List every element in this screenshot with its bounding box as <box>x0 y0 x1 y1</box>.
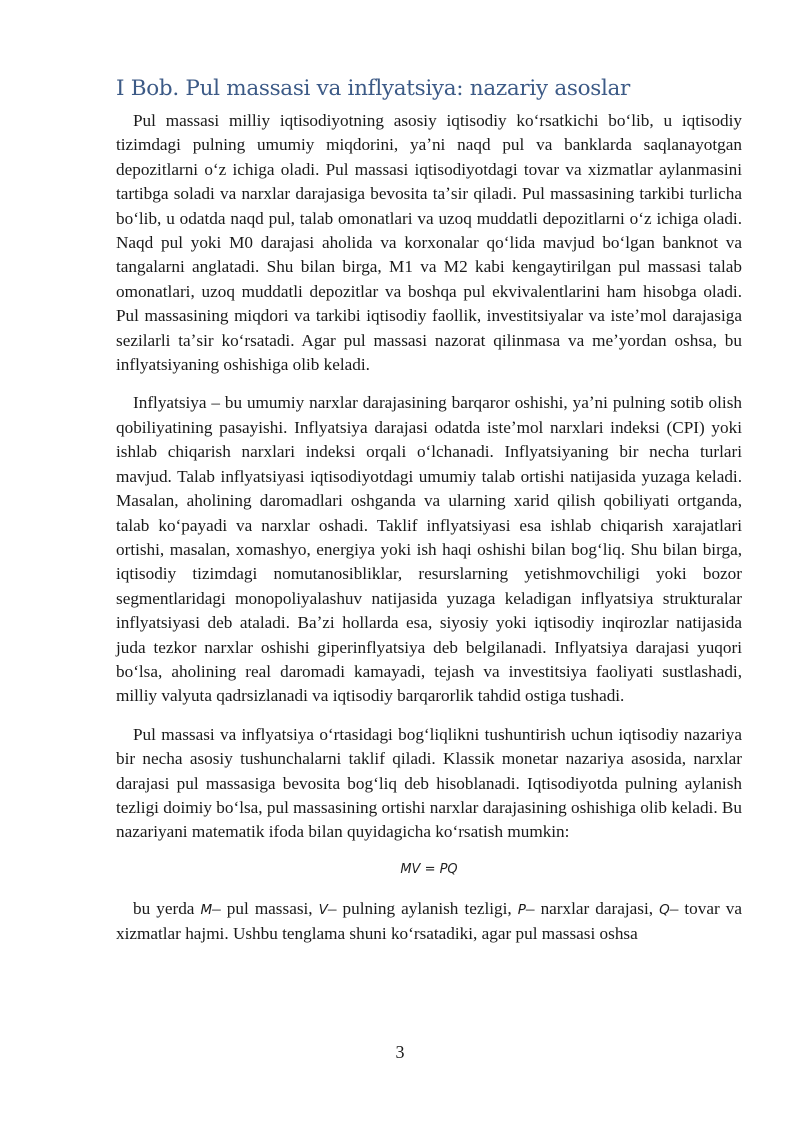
symbol-q-text: – tovar va xizmatlar hajmi. <box>116 898 742 944</box>
explanation-lead: bu yerda <box>133 898 201 918</box>
symbol-v: V <box>318 901 328 918</box>
symbol-m: M <box>200 901 213 918</box>
symbol-m-text: – pul massasi, <box>212 898 319 918</box>
page-number: 3 <box>395 1042 405 1062</box>
explanation-tail: Ushbu tenglama shuni koʻrsatadiki, agar pul massasi oshsa <box>228 924 638 944</box>
paragraph-money-supply: Pul massasi milliy iqtisodiyotning asosiy iqtisodiy koʻrsatkichi boʻlib, u iqtisodiy tizimdagi pulning umumiy miqdorini, yaʼni naqd pul va banklarda saqlanayotgan depozitlarni oʻz ichiga oladi. Pul massasi iqtisodiyotdagi tovar va xizmatlar aylanmasini tartibga soladi va narxlar darajasiga bevosita taʼsir qiladi. Pul massasining tarkibi turlicha boʻlib, u odatda naqd pul, talab omonatlari va uzoq muddatli depozitlarni oʻz ichiga oladi. Naqd pul yoki M0 darajasi aholida va korxonalar qoʻlida mavjud boʻlgan banknot va tangalarni anglatadi. Shu bilan birga, M1 va M2 kabi kengaytirilgan pul massasi talab omonatlari, uzoq muddatli depozitlar va boshqa pul ekvivalentlarini ham hisobga oladi. Pul massasining miqdori va tarkibi iqtisodiy faollik, investitsiyalar va isteʼmol darajasiga sezilarli taʼsir koʻrsatadi. Agar pul massasi nazorat qilinmasa va meʼyordan oshsa, bu inflyatsiyaning oshishiga olib keladi. <box>116 111 742 375</box>
symbol-v-text: – pulning aylanish tezligi, <box>327 898 518 918</box>
symbol-p-text: – narxlar darajasi, <box>525 898 660 918</box>
equation-of-exchange: MV = PQ <box>400 861 458 877</box>
symbol-p: P <box>517 901 526 918</box>
symbol-q: Q <box>659 901 670 918</box>
chapter-title: I Bob. Pul massasi va inflyatsiya: nazariy asoslar <box>116 76 631 101</box>
paragraph-explanation <box>116 897 742 947</box>
paragraph-inflation: Inflyatsiya – bu umumiy narxlar darajasining barqaror oshishi, yaʼni pulning sotib olish qobiliyatining pasayishi. Inflyatsiya darajasi odatda isteʼmol narxlari indeksi (CPI) yoki ishlab chiqarish narxlari indeksi orqali oʻlchanadi. Inflyatsiyaning bir necha turlari mavjud. Talab inflyatsiyasi iqtisodiyotdagi umumiy talab ortishi natijasida yuzaga keladi. Masalan, aholining daromadlari oshganda va ularning xarid qilish qobiliyati ortganda, talab koʻpayadi va narxlar oshadi. Taklif inflyatsiyasi esa ishlab chiqarish xarajatlari ortishi, masalan, xomashyo, energiya yoki ish haqi oshishi bilan bogʻliq. Shu bilan birga, iqtisodiy tizimdagi nomutanosibliklar, resurslarning yetishmovchiligi yoki bozor segmentlaridagi monopoliyalashuv natijasida yuzaga keladigan inflyatsiya strukturalar inflyatsiyasi deb ataladi. Baʼzi hollarda esa, siyosiy yoki iqtisodiy inqirozlar natijasida juda tezkor narxlar oshishi giperinflyatsiya deb belgilanadi. Inflyatsiya darajasi yuqori boʻlsa, aholining real daromadi kamayadi, tejash va investitsiya faoliyati sustlashadi, milliy valyuta qadrsizlanadi va iqtisodiy barqarorlik tahdid ostiga tushadi. <box>116 393 742 706</box>
paragraph-monetary-theory: Pul massasi va inflyatsiya oʻrtasidagi bogʻliqlikni tushuntirish uchun iqtisodiy nazariya bir necha asosiy tushunchalarni taklif qiladi. Klassik monetar nazariya asosida, narxlar darajasi pul massasiga bevosita bogʻliq deb hisoblanadi. Iqtisodiyotda pulning aylanish tezligi doimiy boʻlsa, pul massasining ortishi narxlar darajasining oshishiga olib keladi. Bu nazariyani matematik ifoda bilan quyidagicha koʻrsatish mumkin: <box>116 724 742 842</box>
